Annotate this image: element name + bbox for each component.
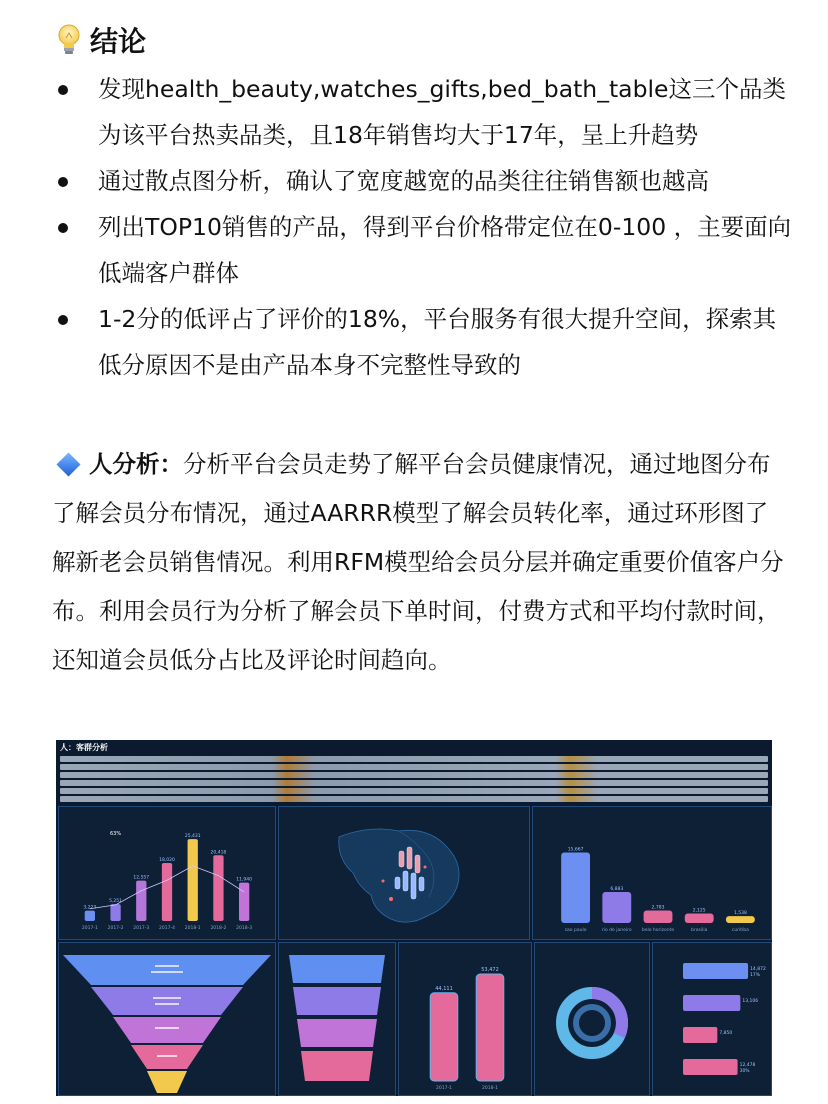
rfm-value-label: 12,478 <box>739 1063 756 1068</box>
trend-value-label: 5,251 <box>109 899 123 905</box>
city-tick-label: curitiba <box>731 928 749 933</box>
blue-diamond-icon <box>56 452 80 476</box>
order-funnel-chart <box>279 943 395 1095</box>
trend-bar <box>85 911 95 921</box>
paragraph-text: 分析平台会员走势了解平台会员健康情况，通过地图分布了解会员分布情况，通过AARRR模型了解会员转化率，通过环形图了解新老会员销售情况。利用RFM模型给会员分层并确定重要价值客户分布。利用会员行为分析了解会员下单时间，付费方式和平均付款时间，还知道会员低分占比及评论时间趋向。 <box>52 450 784 674</box>
city-bar <box>726 916 755 923</box>
city-bar <box>685 913 714 923</box>
growth-label: 63% <box>110 831 122 837</box>
rfm-bar <box>683 1027 717 1043</box>
conclusion-list <box>52 66 792 388</box>
trend-bar <box>136 881 146 921</box>
lightbulb-icon <box>56 24 82 56</box>
rfm-pct-label: 30% <box>739 1069 750 1074</box>
rfm-bar <box>683 1059 738 1075</box>
rfm-value-label: 14,872 <box>750 967 766 972</box>
member-trend-panel <box>58 806 276 940</box>
aarrr-funnel-chart <box>59 943 275 1095</box>
city-bar <box>561 852 590 923</box>
trend-bar <box>162 863 172 921</box>
city-top5-chart <box>533 807 771 939</box>
sales-tick-label: 2018-1 <box>482 1086 498 1091</box>
rfm-pct-label: 17% <box>750 973 761 978</box>
brazil-map <box>279 807 529 939</box>
heading-text: 结论 <box>90 25 147 58</box>
trend-value-label: 20,418 <box>210 850 227 856</box>
city-value-label: 2,783 <box>651 905 665 911</box>
dashboard-title: 人：客群分析 <box>60 743 108 752</box>
new-old-sales-panel <box>398 942 532 1096</box>
rfm-bar <box>683 963 748 979</box>
sales-value-label: 53,472 <box>481 967 499 974</box>
city-value-label: 2,125 <box>692 908 706 914</box>
trend-tick-label: 2017-3 <box>133 926 150 931</box>
rfm-panel <box>652 942 772 1096</box>
trend-bar <box>110 904 120 921</box>
sales-bar <box>476 974 504 1081</box>
new-old-sales-chart <box>399 943 531 1095</box>
conclusion-heading <box>56 20 146 60</box>
city-value-label: 1,538 <box>733 911 747 917</box>
trend-tick-label: 2018-1 <box>184 926 201 931</box>
member-trend-chart <box>59 807 275 939</box>
city-tick-label: belo horizonte <box>641 928 675 933</box>
sales-tick-label: 2017-1 <box>436 1086 452 1091</box>
city-tick-label: sao paulo <box>564 928 587 933</box>
city-bar <box>644 910 673 923</box>
donut-panel <box>534 942 650 1096</box>
trend-tick-label: 2017-4 <box>159 926 175 931</box>
customer-analysis-dashboard <box>56 740 772 1096</box>
trend-tick-label: 2017-1 <box>81 926 98 931</box>
trend-tick-label: 2018-2 <box>210 926 227 931</box>
new-old-donut-chart <box>535 943 649 1095</box>
trend-bar <box>239 883 249 921</box>
list-item: 发现health_beauty,watches_gifts,bed_bath_table这三个品类为该平台热卖品类，且18年销售均大于17年，呈上升趋势 <box>52 66 792 158</box>
trend-value-label: 25,431 <box>184 834 201 840</box>
trend-tick-label: 2018-3 <box>236 926 253 931</box>
order-funnel-panel <box>278 942 396 1096</box>
sales-bar <box>430 993 458 1081</box>
trend-value-label: 18,020 <box>159 858 175 864</box>
trend-bar <box>213 855 223 921</box>
paragraph-label: 人分析： <box>89 450 183 478</box>
dashboard-summary-text <box>60 754 768 804</box>
list-item: 1-2分的低评占了评价的18%，平台服务有很大提升空间，探索其低分原因不是由产品本身不完整性导致的 <box>52 296 792 388</box>
sales-value-label: 44,111 <box>435 985 453 992</box>
trend-value-label: 11,940 <box>236 877 253 883</box>
list-item: 通过散点图分析，确认了宽度越宽的品类往往销售额也越高 <box>52 158 792 204</box>
rfm-value-label: 13,106 <box>742 999 759 1004</box>
aarrr-funnel-panel <box>58 942 276 1096</box>
trend-value-label: 3,223 <box>83 905 97 911</box>
people-analysis-paragraph <box>52 440 788 685</box>
trend-bar <box>188 839 198 921</box>
city-value-label: 15,667 <box>567 847 584 853</box>
list-item: 列出TOP10销售的产品，得到平台价格带定位在0-100 ，主要面向低端客户群体 <box>52 204 792 296</box>
city-bar <box>602 892 631 923</box>
trend-value-label: 12,557 <box>133 875 150 881</box>
rfm-chart <box>653 943 771 1095</box>
city-tick-label: rio de janeiro <box>601 928 632 933</box>
rfm-value-label: 7,850 <box>719 1031 733 1036</box>
trend-tick-label: 2017-2 <box>107 926 124 931</box>
city-value-label: 6,883 <box>610 887 624 893</box>
city-tick-label: brasilia <box>691 928 708 933</box>
member-map-panel <box>278 806 530 940</box>
rfm-bar <box>683 995 740 1011</box>
city-top5-panel <box>532 806 772 940</box>
